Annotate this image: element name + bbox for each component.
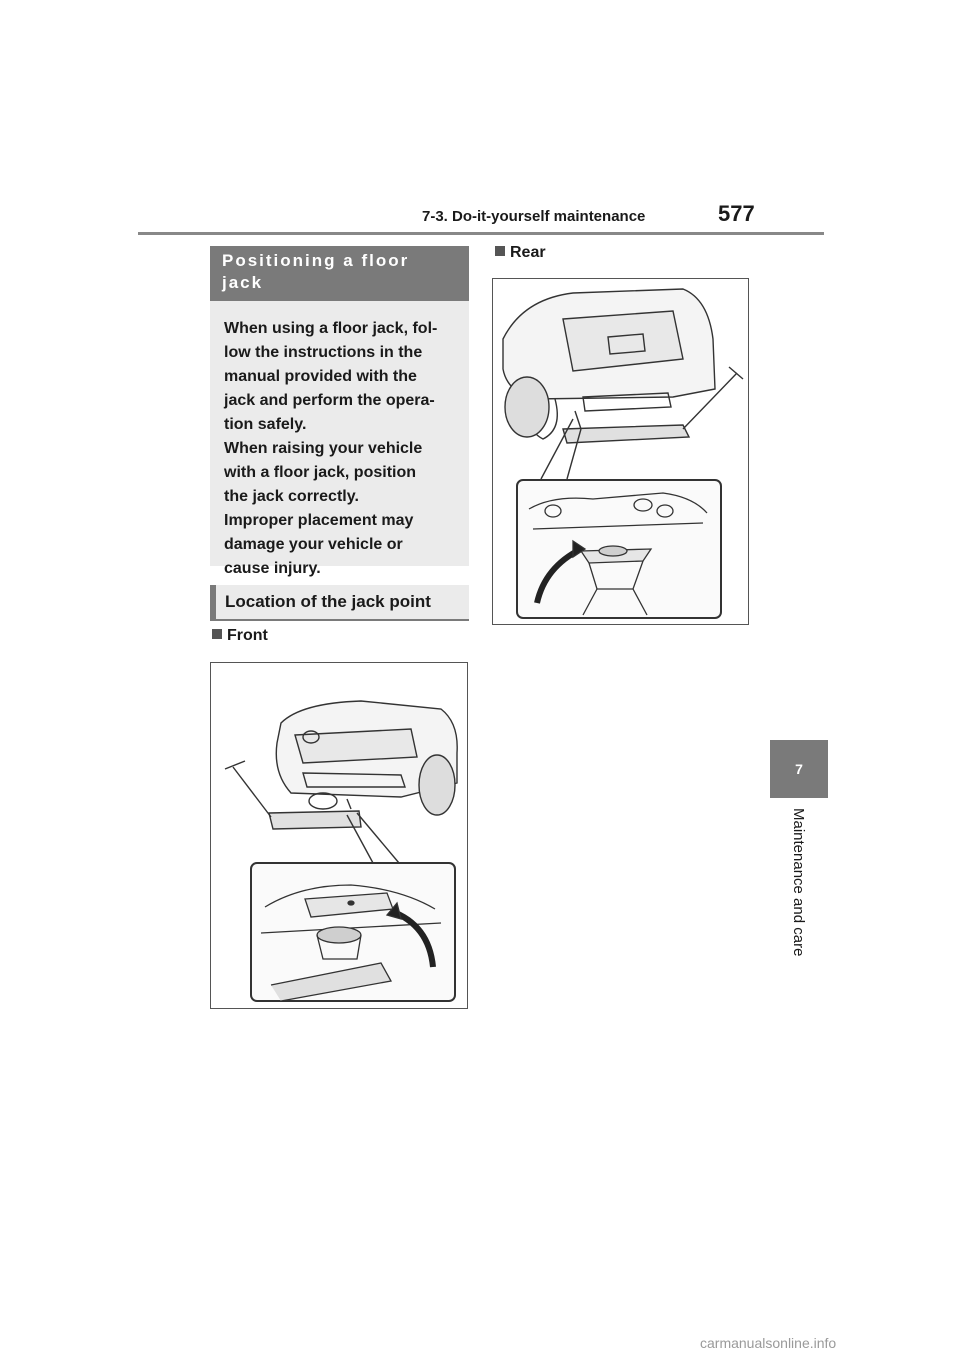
front-jack-point-figure bbox=[210, 662, 468, 1009]
positioning-body: When using a floor jack, fol- low the instructions in the manual provided with the jack and perform the opera- tion safely. When raising your vehicle with a floor jack, position the jack correctly. Improper placement may damage your vehicle or cause injury. bbox=[210, 301, 469, 566]
page-number: 577 bbox=[718, 201, 755, 226]
front-jack-illustration bbox=[211, 663, 467, 1008]
rear-jack-point-figure bbox=[492, 278, 749, 625]
rear-jack-illustration bbox=[493, 279, 748, 624]
front-subheading bbox=[212, 627, 268, 645]
header-rule bbox=[138, 232, 824, 235]
chapter-title: Maintenance and care bbox=[790, 808, 807, 957]
front-label: Front bbox=[227, 627, 268, 644]
square-bullet-icon bbox=[212, 629, 222, 639]
positioning-heading: Positioning a floor jack bbox=[210, 246, 469, 301]
square-bullet-icon bbox=[495, 246, 505, 256]
rear-label: Rear bbox=[510, 244, 546, 261]
site-watermark: carmanualsonline.info bbox=[700, 1335, 837, 1351]
chapter-tab bbox=[770, 740, 828, 798]
location-heading: Location of the jack point bbox=[210, 585, 469, 621]
rear-subheading bbox=[495, 244, 546, 262]
header-section-title: 7-3. Do-it-yourself maintenance bbox=[422, 208, 646, 225]
chapter-number: 7 bbox=[795, 761, 803, 777]
